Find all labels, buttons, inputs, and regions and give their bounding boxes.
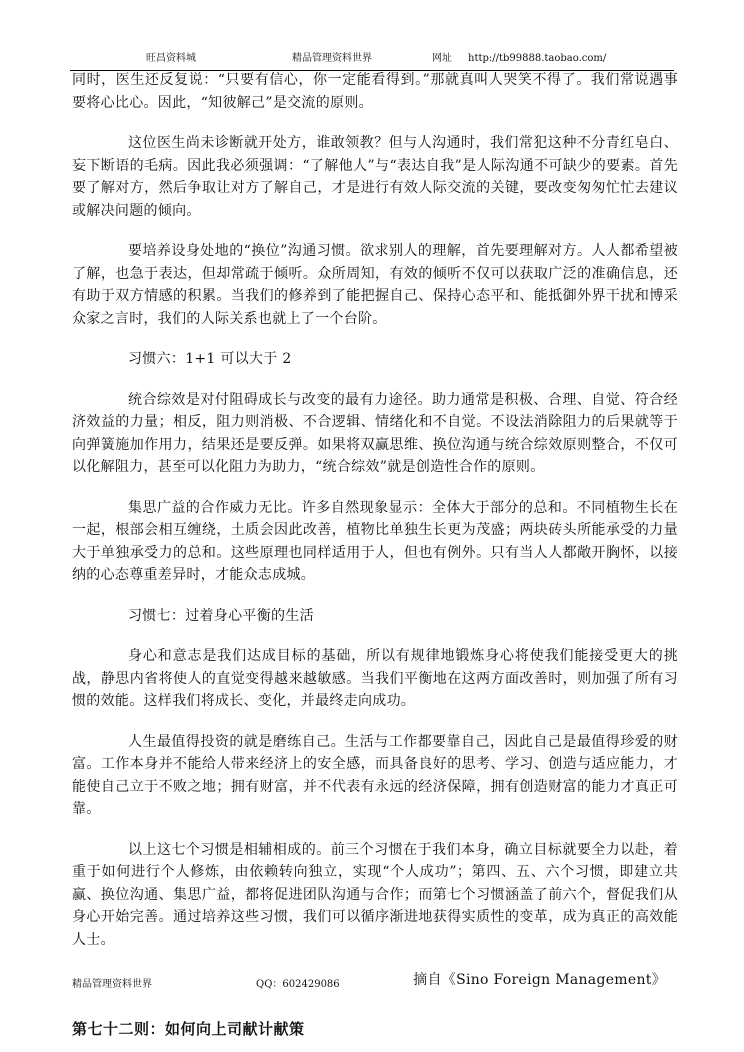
- document-body: [72, 69, 678, 1040]
- paragraph-2: 这位医生尚未诊断就开处方，谁敢领教？但与人沟通时，我们常犯这种不分青红皂白、妄下断语的毛病。因此我必须强调：“了解他人”与“表达自我”是人际沟通不可缺少的要素。首先要了解对方，然后争取让对方了解自己，才是进行有效人际交流的关键，要改变匆匆忙忙去建议或解决问题的倾向。: [72, 135, 678, 219]
- footer-qq: QQ：602429086: [256, 979, 340, 990]
- header-site-name: 精品管理资料世界: [292, 53, 372, 64]
- source-citation: 摘自《Sino Foreign Management》: [413, 972, 666, 988]
- paragraph-5: 集思广益的合作威力无比。许多自然现象显示：全体大于部分的总和。不同植物生长在一起，根部会相互缠绕，土质会因此改善，植物比单独生长更为茂盛；两块砖头所能承受的力量大于单独承受力的总和。这些原理也同样适用于人，但也有例外。只有当人人都敞开胸怀，以接纳的心态尊重差异时，才能众志成城。: [72, 499, 678, 583]
- chapter-heading: 第七十二则：如何向上司献计献策: [72, 1019, 305, 1038]
- paragraph-6: 身心和意志是我们达成目标的基础，所以有规律地锻炼身心将使我们能接受更大的挑战，静思内省将使人的直觉变得越来越敏感。当我们平衡地在这两方面改善时，则加强了所有习惯的效能。这样我们将成长、变化，并最终走向成功。: [72, 648, 678, 709]
- paragraph-4: 统合综效是对付阻碍成长与改变的最有力途径。助力通常是积极、合理、自觉、符合经济效益的力量；相反，阻力则消极、不合逻辑、情绪化和不自觉。不设法消除阻力的后果就等于向弹簧施加作用力，结果还是要反弹。如果将双赢思维、换位沟通与统合综效原则整合，不仅可以化解阻力，甚至可以化阻力为助力，“统合综效”就是创造性合作的原则。: [72, 391, 678, 475]
- habit-seven-heading: 习惯七：过着身心平衡的生活: [128, 607, 314, 624]
- paragraph-3: 要培养设身处地的“换位”沟通习惯。欲求别人的理解，首先要理解对方。人人都希望被了解，也急于表达，但却常疏于倾听。众所周知，有效的倾听不仅可以获取广泛的准确信息，还有助于双方情感的积累。当我们的修养到了能把握自己、保持心态平和、能抵御外界干扰和博采众家之言时，我们的人际关系也就上了一个台阶。: [72, 243, 678, 327]
- header-url-label: 网址: [432, 53, 452, 64]
- habit-six-heading: 习惯六：1+1 可以大于 2: [128, 351, 292, 367]
- paragraph-7: 人生最值得投资的就是磨练自己。生活与工作都要靠自己，因此自己是最值得珍爱的财富。工作本身并不能给人带来经济上的安全感，而具备良好的思考、学习、创造与适应能力，才能使自己立于不败之地；拥有财富，并不代表有永远的经济保障，拥有创造财富的能力才真正可靠。: [72, 733, 678, 817]
- header-url-link[interactable]: http://tb99888.taobao.com/: [468, 53, 607, 64]
- paragraph-8: 以上这七个习惯是相辅相成的。前三个习惯在于我们本身，确立目标就要全力以赴，着重于如何进行个人修炼，由依赖转向独立，实现“个人成功”；第四、五、六个习惯，即建立共赢、换位沟通、集思广益，都将促进团队沟通与合作；而第七个习惯涵盖了前六个，督促我们从身心开始完善。通过培养这些习惯，我们可以循序渐进地获得实质性的变革，成为真正的高效能人士。: [72, 841, 678, 948]
- page-header: [70, 44, 674, 71]
- header-shop-name: 旺昌资料城: [146, 53, 196, 64]
- footer-site-name: 精品管理资料世界: [72, 979, 152, 990]
- paragraph-1: 同时，医生还反复说：“只要有信心，你一定能看得到。”那就真叫人哭笑不得了。我们常说遇事要将心比心。因此，“知彼解己”是交流的原则。: [72, 72, 678, 111]
